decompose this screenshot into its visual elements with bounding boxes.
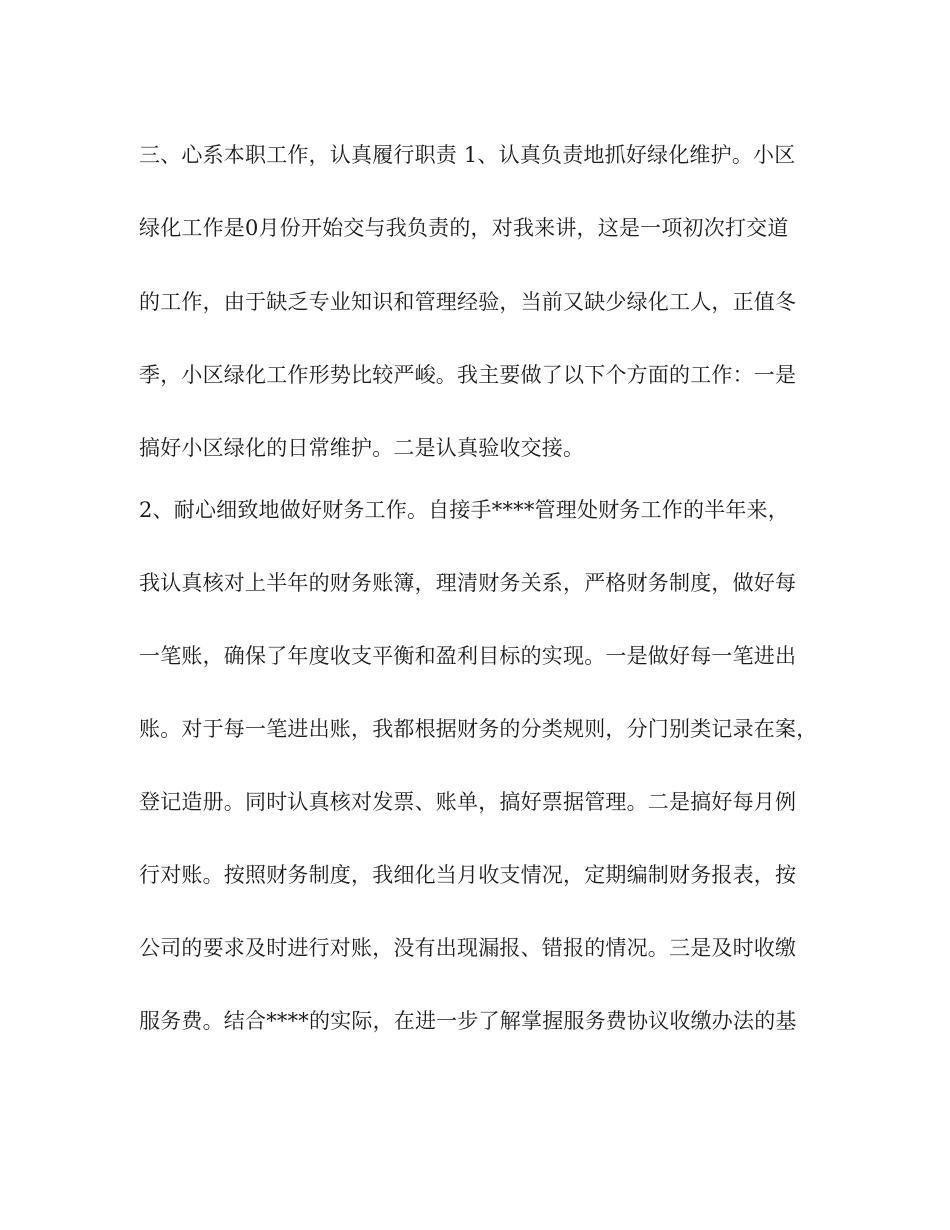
text-line-2: 绿化工作是0月份开始交与我负责的，对我来讲，这是一项初次打交道 bbox=[139, 216, 789, 240]
text-line-6: 2、耐心细致地做好财务工作。自接手****管理处财务工作的半年来， bbox=[139, 498, 789, 522]
text-line-4: 季，小区绿化工作形势比较严峻。我主要做了以下个方面的工作：一是 bbox=[139, 363, 797, 387]
text-line-3: 的工作，由于缺乏专业知识和管理经验，当前又缺少绿化工人，正值冬 bbox=[139, 290, 797, 314]
text-line-7: 我认真核对上半年的财务账簿，理清财务关系，严格财务制度，做好每 bbox=[139, 571, 797, 595]
text-line-11: 行对账。按照财务制度，我细化当月收支情况，定期编制财务报表，按 bbox=[139, 863, 797, 887]
text-line-12: 公司的要求及时进行对账，没有出现漏报、错报的情况。三是及时收缴 bbox=[139, 936, 797, 960]
text-line-10: 登记造册。同时认真核对发票、账单，搞好票据管理。二是搞好每月例 bbox=[139, 790, 797, 814]
text-line-1: 三、心系本职工作，认真履行职责 1、认真负责地抓好绿化维护。小区 bbox=[139, 143, 796, 167]
text-line-5: 搞好小区绿化的日常维护。二是认真验收交接。 bbox=[139, 436, 585, 460]
text-line-9: 账。对于每一笔进出账，我都根据财务的分类规则，分门别类记录在案， bbox=[139, 717, 818, 741]
text-line-13: 服务费。结合****的实际，在进一步了解掌握服务费协议收缴办法的基 bbox=[139, 1009, 797, 1033]
text-line-8: 一笔账，确保了年度收支平衡和盈利目标的实现。一是做好每一笔进出 bbox=[139, 644, 797, 668]
